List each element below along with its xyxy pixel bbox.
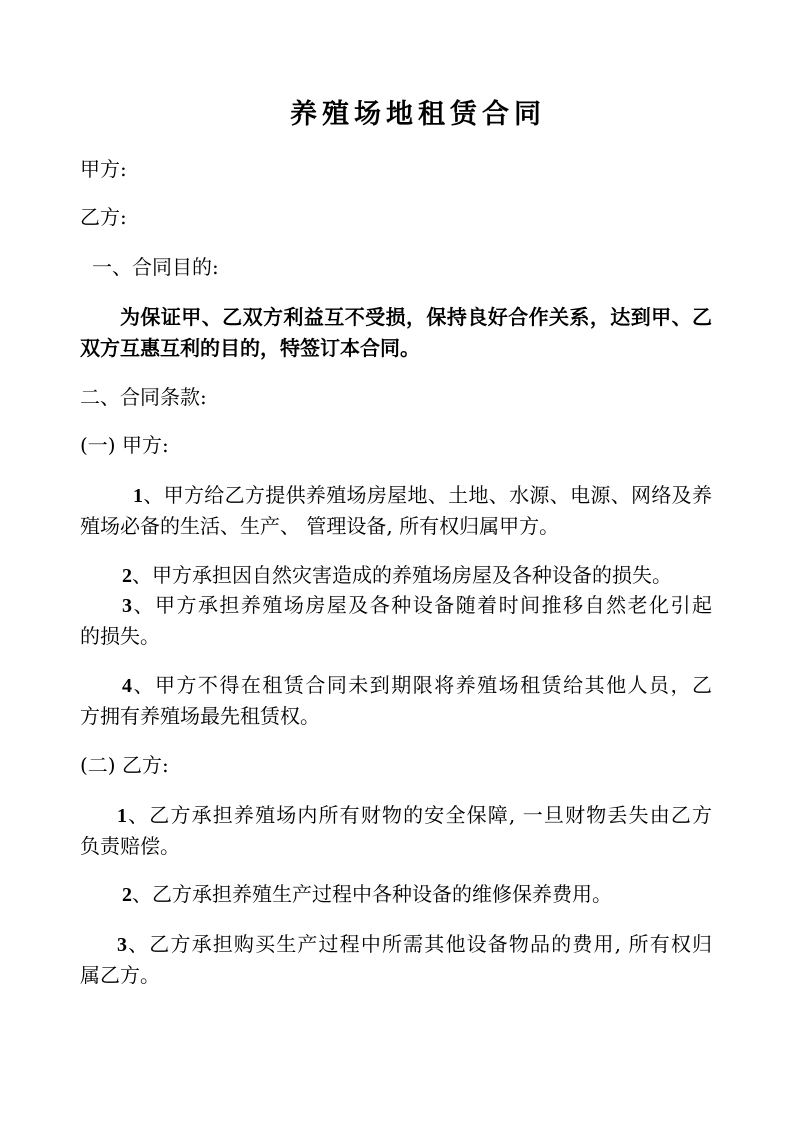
clause-line <box>80 480 712 511</box>
clause-text: 、甲方给乙方提供养殖场房屋地、土地、水源、电源、网络及养 <box>143 483 712 507</box>
terms-section <box>80 382 712 413</box>
paragraph-line: 双方互惠互利的目的，特签订本合同。 <box>80 336 420 360</box>
party-b-label: 乙方: <box>80 205 127 229</box>
party-a-terms <box>80 430 712 461</box>
paragraph-line: 为保证甲、乙双方利益互不受损，保持良好合作关系，达到甲、乙 <box>120 305 712 329</box>
clause-a-4 <box>80 670 712 732</box>
party-a-label: 甲方: <box>80 157 127 181</box>
terms-heading: 二、合同条款: <box>80 385 207 409</box>
clause-line <box>80 670 712 701</box>
clause-a-3 <box>80 590 712 652</box>
clause-line: 方拥有养殖场最先租赁权。 <box>80 704 320 728</box>
clause-line: 属乙方。 <box>80 963 160 987</box>
clause-b-2 <box>80 879 712 910</box>
clause-line: 殖场必备的生活、生产、 管理设备, 所有权归属甲方。 <box>80 514 560 538</box>
party-a-terms-heading: (一) 甲方: <box>80 433 169 457</box>
clause-line <box>80 590 712 621</box>
clause-number: 3 <box>122 595 132 617</box>
clause-text: 、甲方不得在租赁合同未到期限将养殖场租赁给其他人员，乙 <box>132 673 712 697</box>
party-b-terms <box>80 750 712 781</box>
clause-line: 负责赔偿。 <box>80 834 180 858</box>
clause-number: 4 <box>122 675 132 697</box>
clause-b-1 <box>80 800 712 862</box>
clause-number: 1 <box>133 485 143 507</box>
clause-line <box>80 929 712 960</box>
clause-line <box>80 800 712 831</box>
clause-text: 、甲方承担因自然灾害造成的养殖场房屋及各种设备的损失。 <box>132 563 672 587</box>
clause-number: 3 <box>117 934 127 956</box>
purpose-heading: 一、合同目的: <box>92 255 219 279</box>
clause-line <box>80 879 712 910</box>
clause-line <box>80 560 712 591</box>
party-a-field <box>80 154 712 185</box>
document-title: 养殖场地租赁合同 <box>290 99 546 130</box>
clause-number: 2 <box>122 565 132 587</box>
clause-line: 的损失。 <box>80 624 160 648</box>
clause-number: 1 <box>117 805 127 827</box>
clause-text: 、甲方承担养殖场房屋及各种设备随着时间推移自然老化引起 <box>132 593 712 617</box>
purpose-paragraph <box>80 302 712 364</box>
clause-number: 2 <box>122 884 132 906</box>
clause-a-1 <box>80 480 712 542</box>
clause-text: 、乙方承担购买生产过程中所需其他设备物品的费用, 所有权归 <box>127 932 712 956</box>
clause-text: 、乙方承担养殖生产过程中各种设备的维修保养费用。 <box>132 882 612 906</box>
party-b-terms-heading: (二) 乙方: <box>80 753 169 777</box>
clause-b-3 <box>80 929 712 991</box>
party-b-field <box>80 202 712 233</box>
clause-text: 、乙方承担养殖场内所有财物的安全保障, 一旦财物丢失由乙方 <box>127 803 712 827</box>
clause-a-2 <box>80 560 712 591</box>
purpose-section <box>80 252 712 283</box>
